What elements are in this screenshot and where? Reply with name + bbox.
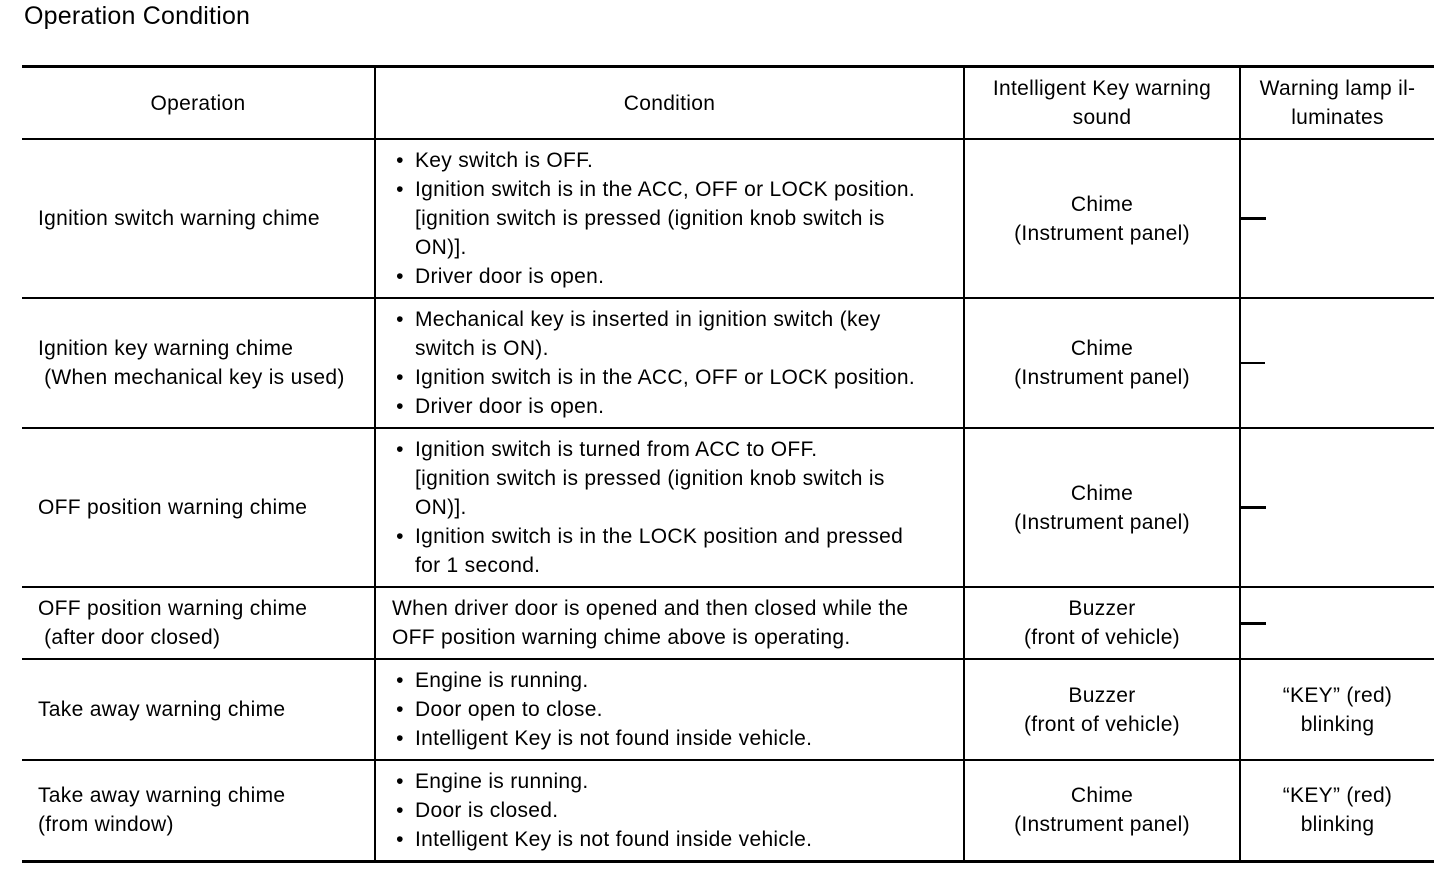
condition-item: • Engine is running.: [396, 769, 589, 793]
condition-item: • Ignition switch is in the ACC, OFF or LOCK position. [ignition switch is pressed (ignition knob switch is ON)].: [396, 178, 915, 259]
condition-item: • Door is closed.: [396, 798, 559, 822]
sound-cell: Chime (Instrument panel): [964, 428, 1240, 587]
dash-mark: [1241, 362, 1265, 364]
lamp-cell: [1240, 298, 1434, 428]
dash-mark: [1241, 506, 1266, 509]
condition-item: • Ignition switch is turned from ACC to OFF. [ignition switch is pressed (ignition knob switch is ON)].: [396, 438, 885, 519]
sound-cell: Buzzer (front of vehicle): [964, 587, 1240, 659]
sound-cell: Buzzer (front of vehicle): [964, 659, 1240, 760]
condition-cell: [375, 139, 964, 298]
dash-mark: [1241, 622, 1266, 625]
header-warning-sound: Intelligent Key warning sound: [964, 67, 1240, 140]
sound-cell: Chime (Instrument panel): [964, 760, 1240, 861]
condition-cell: [375, 760, 964, 861]
operation-cell: Take away warning chime: [22, 659, 375, 760]
condition-item: • Intelligent Key is not found inside vehicle.: [396, 727, 813, 750]
header-condition: Condition: [375, 67, 964, 140]
table-row: [22, 139, 1434, 298]
operation-cell: Ignition key warning chime (When mechanical key is used): [22, 298, 375, 428]
condition-cell: [375, 298, 964, 428]
table-row: [22, 298, 1434, 428]
condition-item: • Driver door is open.: [396, 395, 605, 418]
lamp-cell: “KEY” (red) blinking: [1240, 760, 1434, 861]
header-row: [22, 67, 1434, 140]
header-operation: Operation: [22, 67, 375, 140]
lamp-cell: [1240, 428, 1434, 587]
operation-cell: Ignition switch warning chime: [22, 139, 375, 298]
sound-cell: Chime (Instrument panel): [964, 139, 1240, 298]
operation-cell: OFF position warning chime (after door closed): [22, 587, 375, 659]
condition-item: • Key switch is OFF.: [396, 149, 594, 172]
condition-cell: [375, 428, 964, 587]
condition-item: • Intelligent Key is not found inside vehicle.: [396, 827, 813, 851]
operation-condition-table: [22, 65, 1434, 863]
dash-mark: [1241, 217, 1266, 220]
page-title: Operation Condition: [24, 2, 251, 30]
operation-cell: OFF position warning chime: [22, 428, 375, 587]
lamp-cell: “KEY” (red) blinking: [1240, 659, 1434, 760]
condition-item: • Ignition switch is in the ACC, OFF or LOCK position.: [396, 366, 915, 389]
table-row: [22, 659, 1434, 760]
table-row: [22, 760, 1434, 861]
condition-item: • Ignition switch is in the LOCK position and pressed for 1 second.: [396, 525, 904, 577]
table-row: [22, 428, 1434, 587]
condition-cell: When driver door is opened and then closed while the OFF position warning chime above is operating.: [375, 587, 964, 659]
operation-cell: Take away warning chime (from window): [22, 760, 375, 861]
lamp-cell: [1240, 139, 1434, 298]
header-warning-lamp: Warning lamp il- luminates: [1240, 67, 1434, 140]
lamp-cell: [1240, 587, 1434, 659]
condition-item: • Engine is running.: [396, 669, 589, 692]
condition-item: • Door open to close.: [396, 698, 603, 721]
condition-item: • Driver door is open.: [396, 265, 605, 288]
condition-item: • Mechanical key is inserted in ignition switch (key switch is ON).: [396, 308, 881, 360]
sound-cell: Chime (Instrument panel): [964, 298, 1240, 428]
table-row: [22, 587, 1434, 659]
condition-cell: [375, 659, 964, 760]
